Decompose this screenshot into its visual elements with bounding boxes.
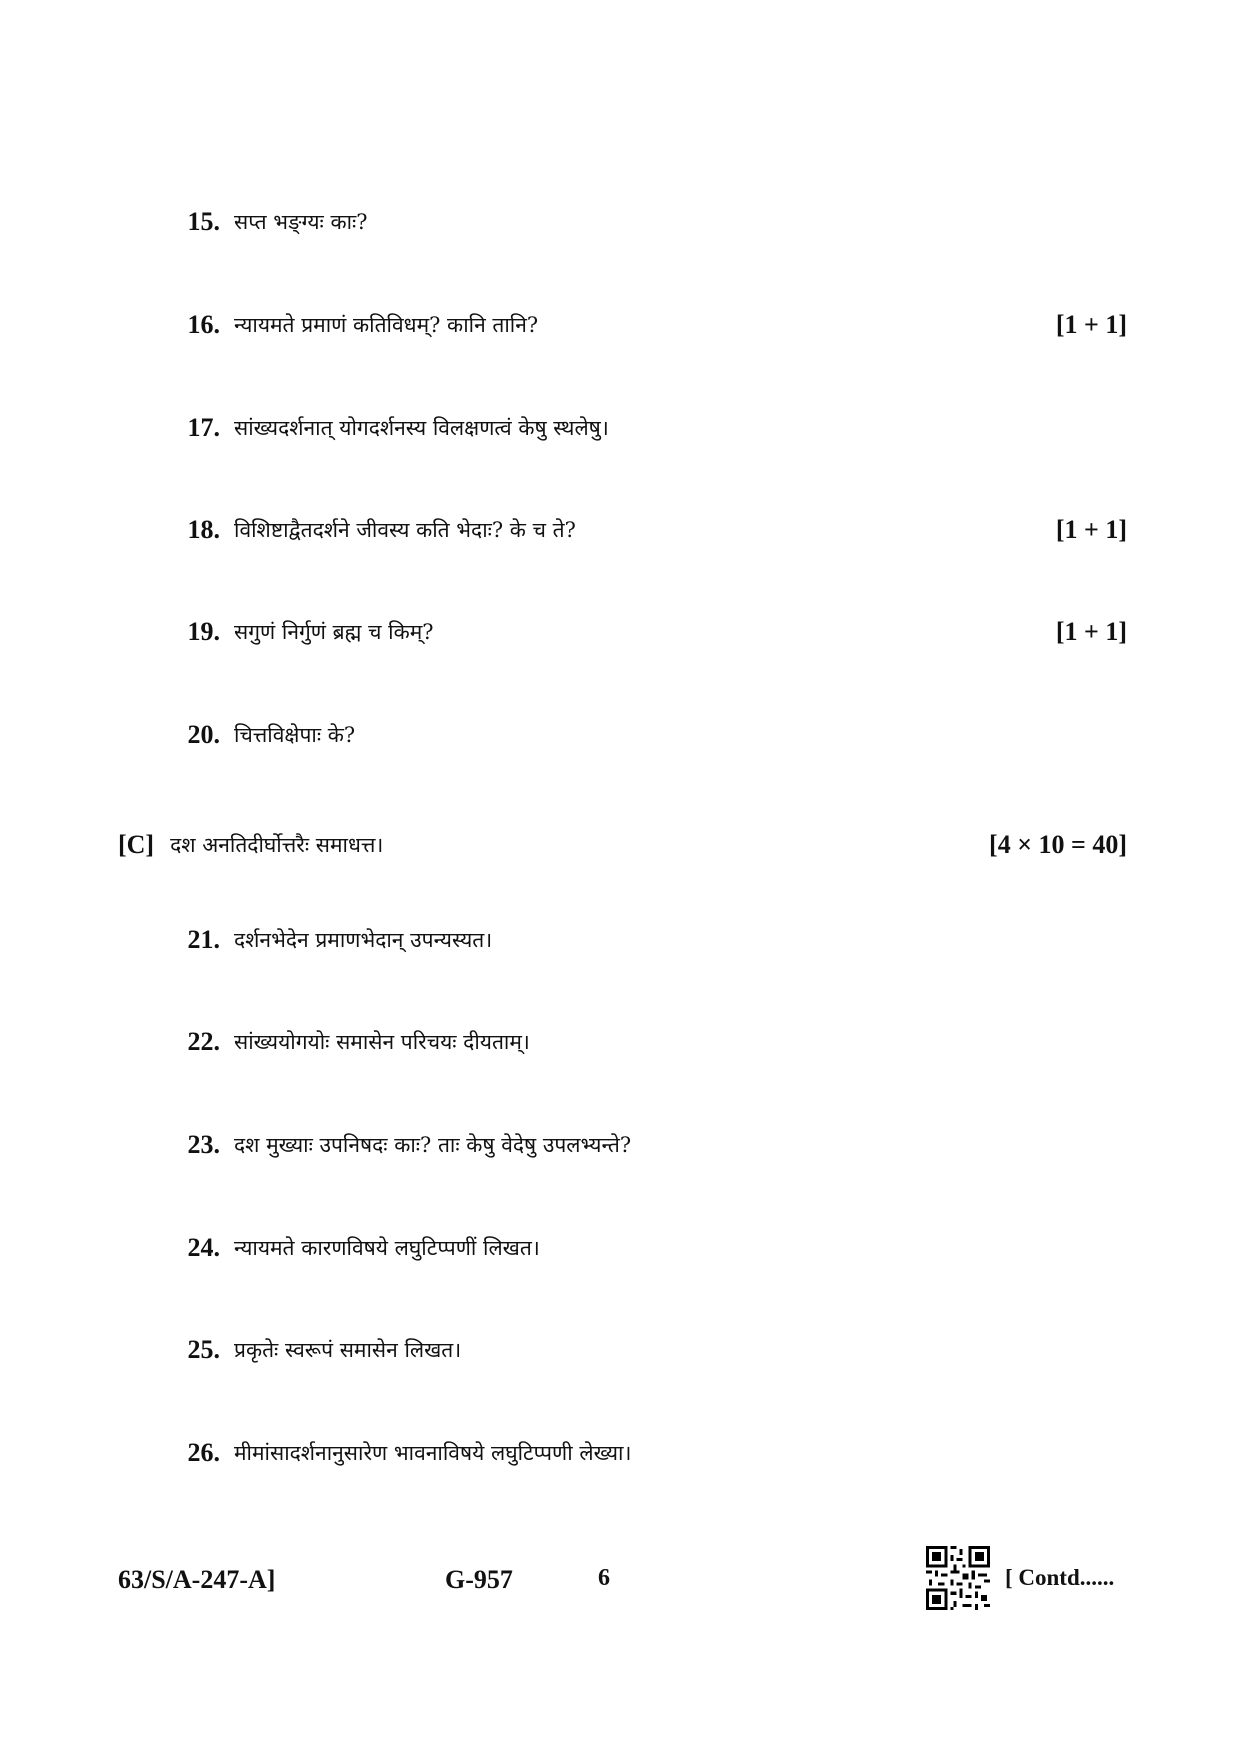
question-number: 20. — [187, 720, 220, 749]
question-text: न्यायमते कारणविषये लघुटिप्पणीं लिखत। — [234, 1236, 540, 1260]
question-15 — [178, 202, 368, 242]
question-number: 19. — [187, 617, 220, 646]
question-number: 18. — [187, 515, 220, 544]
section-instruction: दश अनतिदीर्घोत्तरैः समाधत्त। — [170, 833, 384, 857]
question-text: दश मुख्याः उपनिषदः काः? ताः केषु वेदेषु उपलभ्यन्ते? — [234, 1133, 632, 1157]
question-number: 21. — [187, 925, 220, 954]
question-number: 17. — [187, 413, 220, 442]
section-label: [C] — [118, 830, 155, 859]
question-17 — [178, 408, 609, 448]
question-text: सांख्यदर्शनात् योगदर्शनस्य विलक्षणत्वं केषु स्थलेषु। — [234, 416, 609, 440]
qr-code-icon — [926, 1546, 990, 1610]
question-number: 25. — [187, 1335, 220, 1364]
question-text: चित्तविक्षेपाः के? — [234, 723, 356, 747]
question-18-marks: [1 + 1] — [1055, 515, 1127, 544]
question-text: प्रकृतेः स्वरूपं समासेन लिखत। — [234, 1338, 462, 1362]
question-text: न्यायमते प्रमाणं कतिविधम्? कानि तानि? — [234, 313, 539, 337]
question-22 — [178, 1022, 530, 1062]
question-16 — [178, 305, 538, 345]
question-number: 24. — [187, 1233, 220, 1262]
question-number: 23. — [187, 1130, 220, 1159]
section-c-heading — [118, 825, 383, 865]
question-text: सगुणं निर्गुणं ब्रह्म च किम्? — [234, 620, 434, 644]
question-text: सांख्ययोगयोः समासेन परिचयः दीयताम्। — [234, 1030, 530, 1054]
question-24 — [178, 1228, 540, 1268]
section-c-marks: [4 × 10 = 40] — [989, 830, 1127, 859]
question-text: दर्शनभेदेन प्रमाणभेदान् उपन्यस्यत। — [234, 928, 493, 952]
page-number: 6 — [598, 1565, 610, 1591]
question-text: सप्त भङ्ग्यः काः? — [234, 210, 368, 234]
paper-code: 63/S/A-247-A] — [118, 1565, 276, 1594]
question-16-marks: [1 + 1] — [1055, 310, 1127, 339]
question-20 — [178, 715, 355, 755]
question-19-marks: [1 + 1] — [1055, 617, 1127, 646]
question-25 — [178, 1330, 461, 1370]
question-26 — [178, 1433, 631, 1473]
question-number: 26. — [187, 1438, 220, 1467]
series-code: G-957 — [445, 1565, 513, 1594]
question-19 — [178, 612, 434, 652]
question-text: मीमांसादर्शनानुसारेण भावनाविषये लघुटिप्पणी लेख्या। — [234, 1441, 632, 1465]
question-number: 22. — [187, 1027, 220, 1056]
question-23 — [178, 1125, 631, 1165]
question-text: विशिष्टाद्वैतदर्शने जीवस्य कति भेदाः? के च ते? — [234, 518, 576, 542]
continued-label: [ Contd...... — [1005, 1565, 1115, 1590]
question-number: 16. — [187, 310, 220, 339]
question-number: 15. — [187, 207, 220, 236]
question-21 — [178, 920, 492, 960]
question-18 — [178, 510, 576, 550]
